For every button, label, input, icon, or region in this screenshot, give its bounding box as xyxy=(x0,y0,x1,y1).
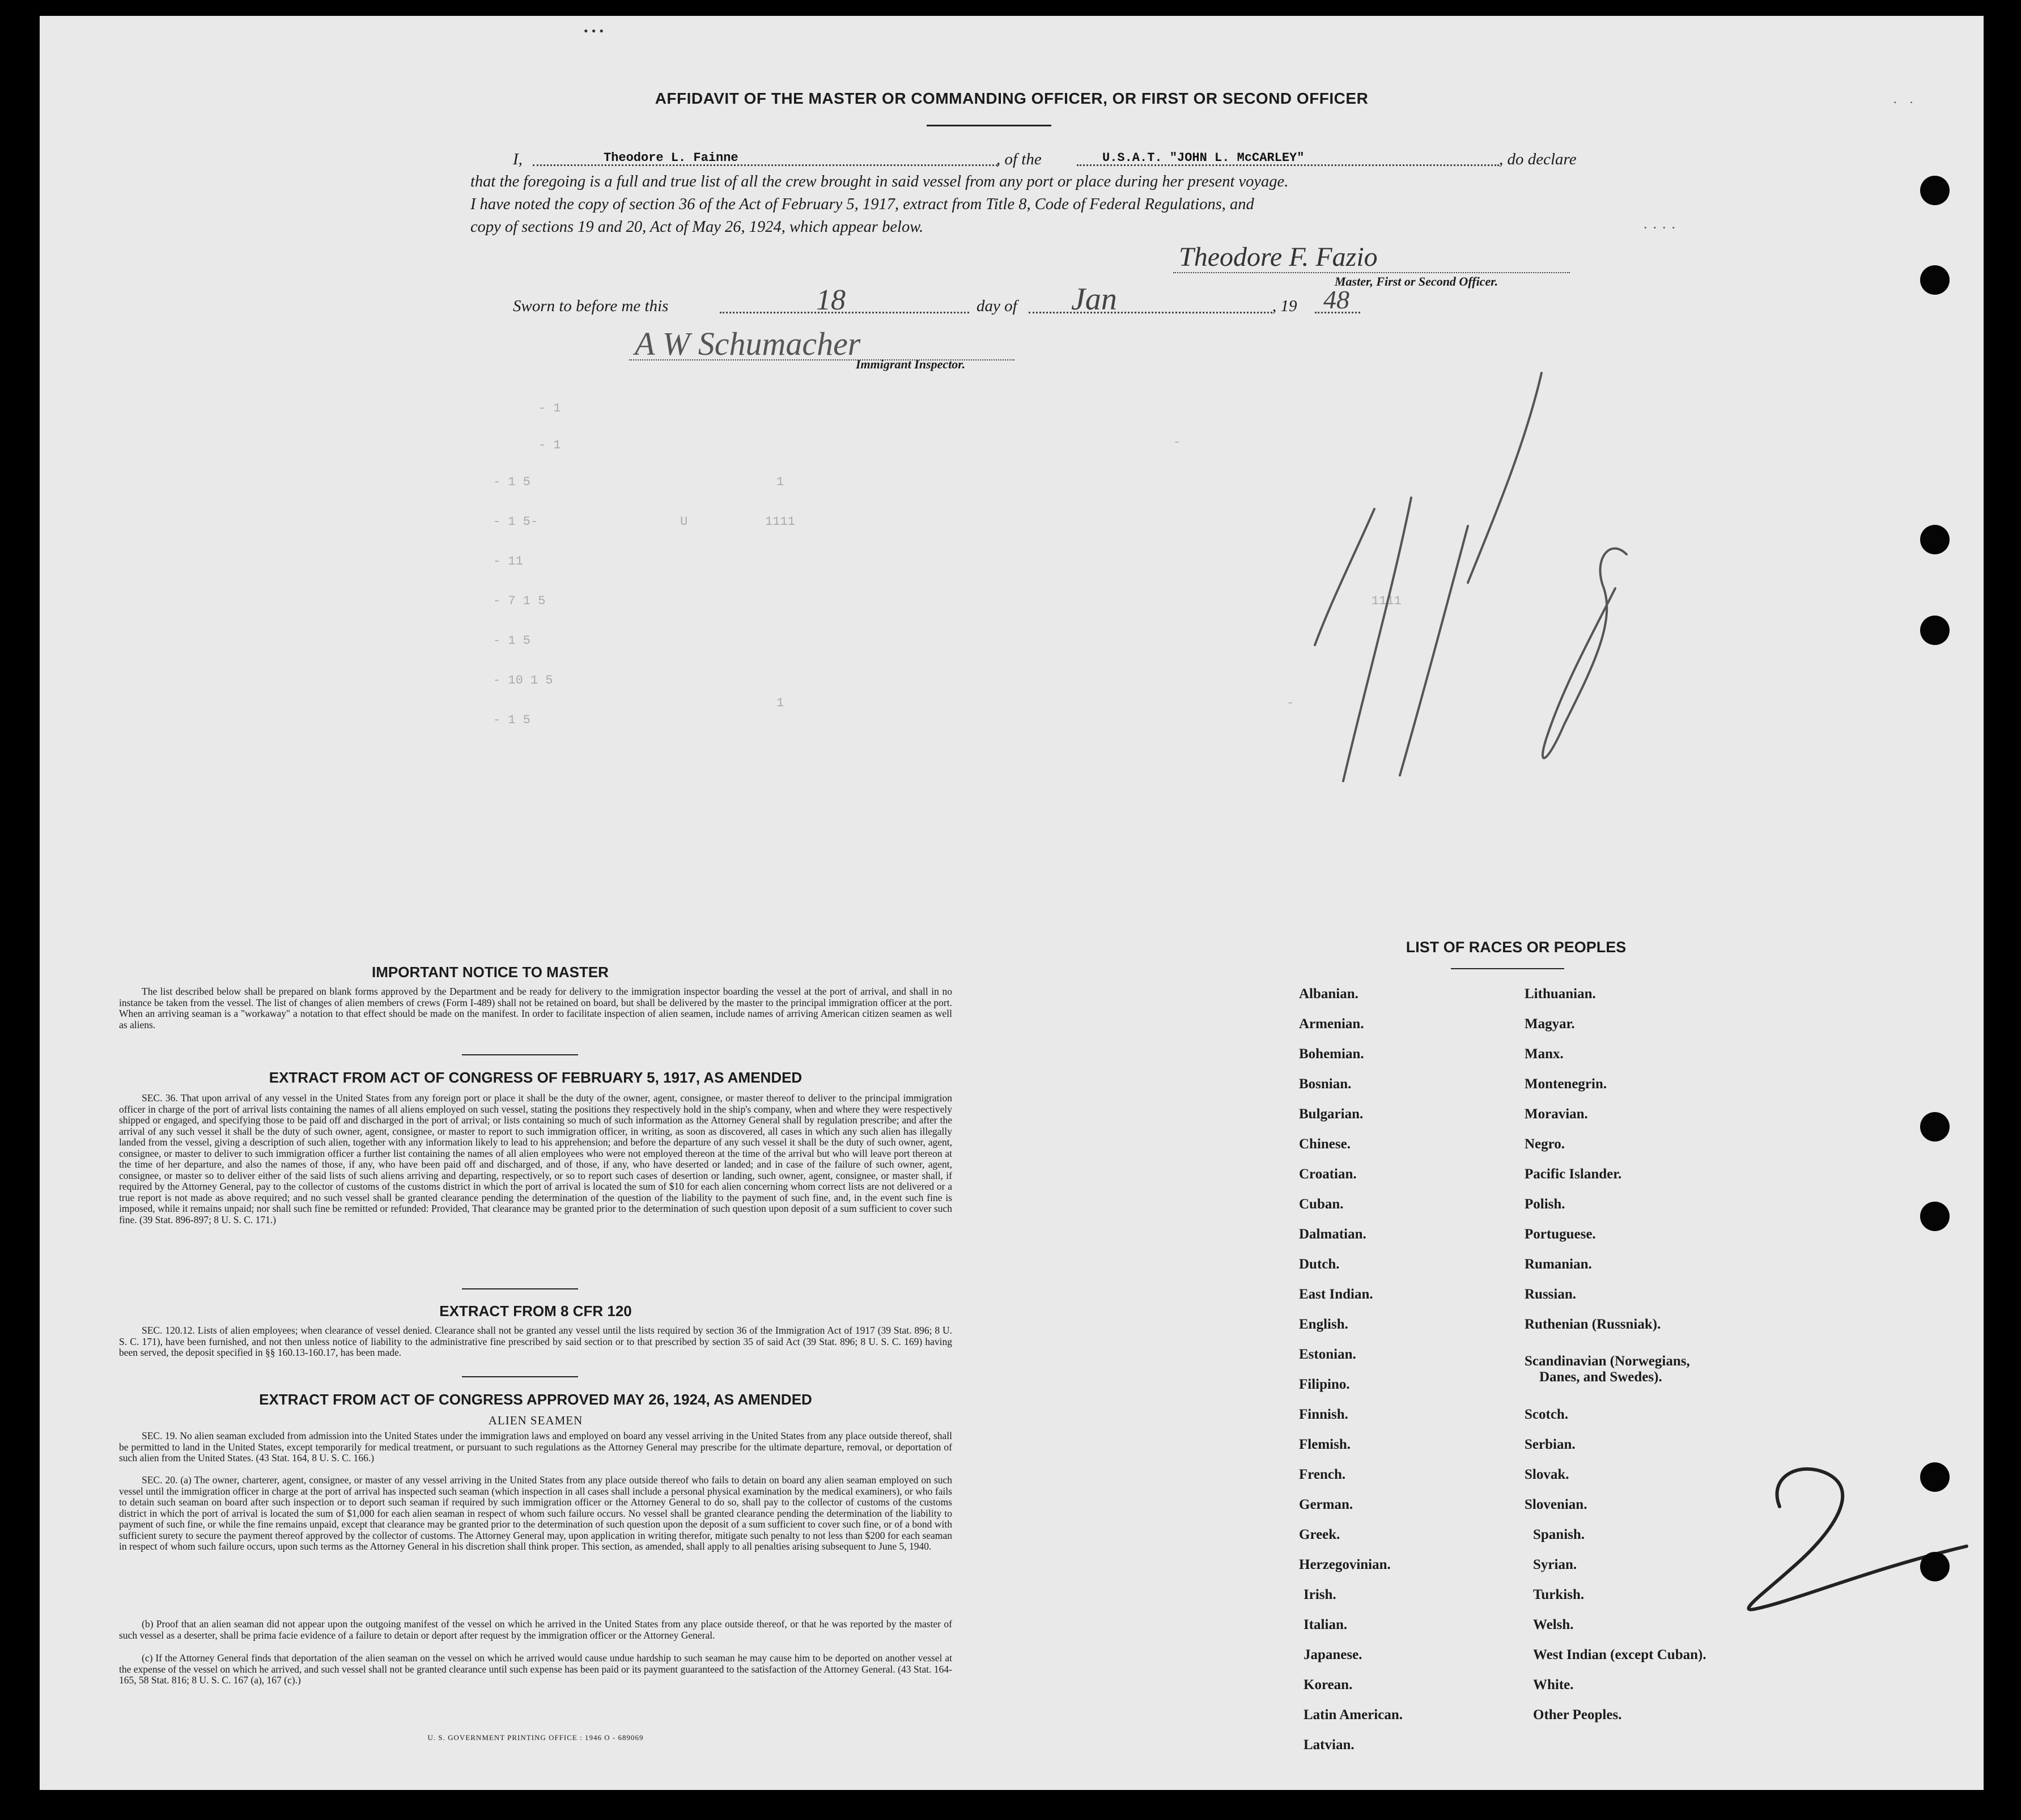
punch-hole xyxy=(1920,616,1950,645)
race-item: Serbian. xyxy=(1525,1437,1576,1452)
race-item: French. xyxy=(1299,1467,1346,1482)
race-item: Chinese. xyxy=(1299,1136,1351,1152)
race-item: Italian. xyxy=(1304,1617,1348,1632)
race-item: German. xyxy=(1299,1497,1353,1512)
race-item: Dutch. xyxy=(1299,1257,1340,1272)
race-item: Portuguese. xyxy=(1525,1227,1596,1242)
race-item: Latin American. xyxy=(1304,1707,1403,1723)
race-item: Other Peoples. xyxy=(1533,1707,1622,1723)
race-item: Japanese. xyxy=(1304,1647,1362,1662)
dotted-leader: .... xyxy=(1644,215,1681,232)
race-item: Scotch. xyxy=(1525,1407,1569,1422)
race-item: Herzegovinian. xyxy=(1299,1557,1391,1572)
race-item: Negro. xyxy=(1525,1136,1565,1152)
race-item: Flemish. xyxy=(1299,1437,1351,1452)
divider xyxy=(462,1376,578,1377)
race-item: Ruthenian (Russniak). xyxy=(1525,1317,1661,1332)
race-item: Finnish. xyxy=(1299,1407,1348,1422)
race-item: Filipino. xyxy=(1299,1377,1350,1392)
affidavit-title: AFFIDAVIT OF THE MASTER OR COMMANDING OFFICER, OR FIRST OR SECOND OFFICER xyxy=(655,90,1369,107)
punch-hole xyxy=(1920,265,1950,295)
punch-hole xyxy=(1920,1112,1950,1142)
scan-speck: ••• xyxy=(584,24,608,38)
sworn-year-prefix: , 19 xyxy=(1272,297,1297,315)
sworn-month: Jan xyxy=(1071,282,1117,317)
inspector-signature: A W Schumacher xyxy=(635,325,861,362)
race-item: Korean. xyxy=(1304,1677,1353,1692)
sworn-prefix: Sworn to before me this xyxy=(513,297,669,315)
race-item: Russian. xyxy=(1525,1287,1577,1302)
affidavit-declare: , do declare xyxy=(1499,150,1577,168)
race-item: Bosnian. xyxy=(1299,1076,1352,1092)
divider xyxy=(462,1054,578,1055)
punch-hole xyxy=(1920,1552,1950,1581)
divider xyxy=(462,1288,578,1289)
race-item: Bulgarian. xyxy=(1299,1106,1364,1122)
race-item: Polish. xyxy=(1525,1197,1565,1212)
affidavit-line-3: I have noted the copy of section 36 of the Act of February 5, 1917, extract from Title 8, Code of Federal Regulations, and xyxy=(470,196,1254,213)
race-item: Bohemian. xyxy=(1299,1046,1364,1062)
race-item: Manx. xyxy=(1525,1046,1564,1062)
race-item: Moravian. xyxy=(1525,1106,1588,1122)
race-item: Pacific Islander. xyxy=(1525,1166,1622,1182)
race-item: English. xyxy=(1299,1317,1348,1332)
punch-hole xyxy=(1920,176,1950,205)
race-item: Rumanian. xyxy=(1525,1257,1592,1272)
extract-1917-body: SEC. 36. That upon arrival of any vessel in the United States from any foreign port or place it shall be the duty of the owner, agent, consignee, or master thereof to deliver to the principal immigration officer in charge of the port of arrival lists containing the names of all aliens employed on such vessel, stating the positions they respectively hold in the ship's company, when and where they were respectively shipped or engaged, and specifying those to be paid off and discharged in the port of arrival; or lists containing so much of such information as the Attorney General shall by regulation prescribe; and after the arrival of any such vessel it shall be the duty of such owner, agent, consignee, or master to report to such immigration officer, in writing, as soon as discovered, all cases in which any such alien has illegally landed from the vessel, giving a description of such alien, together with any information likely to lead to his apprehension; and before the departure of any such vessel it shall be the duty of such owner, agent, consignee, or master to deliver to such immigration officer a further list containing the names of all alien employees who were not employed thereon at the time of the arrival but who will leave port thereon at the time of her departure, and also the names of those, if any, who have been paid off and discharged, and of those, if any, who have deserted or landed; and in case of the failure of such owner, agent, consignee, or master so to deliver either of the said lists of such aliens arriving and departing, respectively, or so to report such cases of desertion or landing, such owner, agent, consignee, or master shall, if required by the Attorney General, pay to the collector of customs of the customs district in which the port of arrival is located the sum of $10 for each alien concerning whom correct lists are not delivered or a true report is not made as above required; and no such vessel shall be granted clearance pending the determination of the question of the liability to the payment of such fine, and, in the event such fine is imposed, while it remains unpaid; nor shall such fine be remitted or refunded: Provided, That clearance may be granted prior to the determination of such question upon deposit of a sum sufficient to cover such fine. (39 Stat. 896-897; 8 U. S. C. 171.) xyxy=(119,1092,952,1225)
affidavit-line-4: copy of sections 19 and 20, Act of May 26, 1924, which appear below. xyxy=(470,218,924,236)
extract-cfr-body: SEC. 120.12. Lists of alien employees; when clearance of vessel denied. Clearance shall not be granted any vessel until the lists required by section 36 of the Immigration Act of 1917 (39 Stat. 896; 8 U. S. C. 171), have been furnished, and not then unless notice of liability to the administrative fine prescribed by said section or to that prescribed by section 35 of said Act (39 Stat. 896; 8 U. S. C. 169) having been served, the deposit specified in §§ 160.13-160.17, has been made. xyxy=(119,1325,952,1358)
extract-1917-title: EXTRACT FROM ACT OF CONGRESS OF FEBRUARY 5, 1917, AS AMENDED xyxy=(269,1069,803,1086)
affidavit-line-2: that the foregoing is a full and true list of all the crew brought in said vessel from any port or place during her present voyage. xyxy=(470,173,1289,190)
race-item: Croatian. xyxy=(1299,1166,1357,1182)
race-item: Magyar. xyxy=(1525,1016,1575,1032)
race-item: Lithuanian. xyxy=(1525,986,1596,1002)
master-signature: Theodore F. Fazio xyxy=(1179,242,1378,272)
race-item: Welsh. xyxy=(1533,1617,1574,1632)
document-page: - 1 - 1 - 1 5 - 1 5- - 11 - 7 1 5 - 1 5 - 10 1 5 - 1 5 1 U 1111 1 - 1111 - AFFIDAVIT OF THE MASTER OR COMMANDING OFFICER, OR FIRST OR SECOND OFFICER I, Theodore L. Fainne , of the U.S.A.T. "JOHN L. McCARLEY" , do declare that the foregoing is a full and true list of all the crew brought in said vessel from any port or place during her present voyage. I have noted the copy of section 36 of the Act of February 5, 1917, extract from Title 8, Code of Federal Regulations, and copy of sections 19 and 20, Act of May 26, 1924, which appear below. .... Theodore F. Fazio Master, First or Second Officer. Sworn to before me this 18 day of Jan , 19 48 A W Schumacher Immigrant Inspector. IMPORTANT NOTICE TO MASTER The list described below shall be prepared on blank forms approved by the Department and be ready for delivery to the immigration inspector boarding the vessel at the port of arrival, and shall in no instance be taken from the vessel. The list of changes of alien members of crews (Form I-489) shall not be retained on board, but shall be delivered by the master to the principal immigration officer at the port. When an arriving seaman is a "workaway" a notation to that effect should be made on the manifest. In order to facilitate inspection of alien seamen, include names of arriving American citizen seamen as well as aliens. EXTRACT FROM ACT OF CONGRESS OF FEBRUARY 5, 1917, AS AMENDED SEC. 36. That upon arrival of any vessel in the United States from any foreign port or place it shall be the duty of the owner, agent, consignee, or master thereof to deliver to the principal immigration officer in charge of the port of arrival lists containing the names of all aliens employed on such vessel, stating the positions they respectively hold in the ship's company, when and where they were respectively shipped or engaged, and specifying those to be paid off and discharged in the port of arrival; or lists containing so much of such information as the Attorney General shall by regulation prescribe; and after the arrival of any such vessel it shall be the duty of such owner, agent, consignee, or master to report to such immigration officer, in writing, as soon as discovered, all cases in which any such alien has illegally landed from the vessel, giving a description of such alien, together with any information likely to lead to his apprehension; and before the departure of any such vessel it shall be the duty of such owner, agent, consignee, or master to deliver to such immigration officer a further list containing the names of all alien employees who were not employed thereon at the time of the arrival but who will leave port thereon at the time of her departure, and also the names of those, if any, who have been paid off and discharged, and of those, if any, who have deserted or landed; and in case of the failure of such owner, agent, consignee, or master so to deliver either of the said lists of such aliens arriving and departing, respectively, or so to report such cases of desertion or landing, such owner, agent, consignee, or master shall, if required by the Attorney General, pay to the collector of customs of the customs district in which the port of arrival is located the sum of $10 for each alien concerning whom correct lists are not delivered or a true report is not made as above required; and no such vessel shall be granted clearance pending the determination of the question of the liability to the payment of such fine, and, in the event such fine is imposed, while it remains unpaid; nor shall such fine be remitted or refunded: Provided, That clearance may be granted prior to the determination of such question upon deposit of a sum sufficient to cover such fine. (39 Stat. 896-897; 8 U. S. C. 171.) EXTRACT FROM 8 CFR 120 SEC. 120.12. Lists of alien employees; when clearance of vessel denied. Clearance shall not be granted any vessel until the lists required by section 36 of the Immigration Act of 1917 (39 Stat. 896; 8 U. S. C. 171), have been furnished, and not then unless notice of liability to the administrative fine prescribed by said section or to that prescribed by section 35 of said Act (39 Stat. 896; 8 U. S. C. 169) having been served, the deposit specified in §§ 160.13-160.17, has been made. EXTRACT FROM ACT OF CONGRESS APPROVED MAY 26, 1924, AS AMENDED ALIEN SEAMEN SEC. 19. No alien seaman excluded from admission into the United States under the immigration laws and employed on board any vessel arriving in the United States from any place outside thereof, shall be permitted to land in the United States, except temporarily for medical treatment, or pursuant to such regulations as the Attorney General may prescribe for the ultimate departure, removal, or deportation of such alien from the United States. (43 Stat. 164, 8 U. S. C. 166.) SEC. 20. (a) The owner, charterer, agent, consignee, or master of any vessel arriving in the United States from any place outside thereof who fails to detain on board any alien seaman employed on such vessel until the immigration officer in charge at the port of arrival has inspected such seaman (which inspection in all cases shall include a personal physical examination by the medical examiners), or who fails to detain such seaman on board after such inspection or to deport such seaman if required by such immigration officer or the Attorney General to do so, shall pay to the collector of customs of the customs district in which the port of arrival is located the sum of $1,000 for each alien seaman in respect of whom such failure occurs. No vessel shall be granted clearance pending the determination of the liability to payment of such fine, or while the fine remains unpaid, except that clearance may be granted prior to the determination of such question upon the deposit of a sum sufficient to cover such fine, or of a bond with sufficient surety to secure the payment thereof approved by the collector of customs. The Attorney General may, upon application in writing therefor, mitigate such penalty to not less than $200 for each seaman in respect of whom such failure occurs, upon such terms as the Attorney General in his discretion shall think proper. This section, as amended, shall apply to all penalties arising subsequent to June 5, 1940. (b) Proof that an alien seaman did not appear upon the outgoing manifest of the vessel on which he arrived in the United States from any place outside thereof, or that he was reported by the master of such vessel as a deserter, shall be prima facie evidence of a failure to detain or deport after request by the immigration officer or the Attorney General. (c) If the Attorney General finds that deportation of the alien seaman on the vessel on which he arrived would cause undue hardship to such seaman he may cause him to be deported on another vessel at the expense of the vessel on which he arrived, and such vessel shall not be granted clearance until such expense has been paid or its payment guaranteed to the satisfaction of the Attorney General. (43 Stat. 164-165, 58 Stat. 816; 8 U. S. C. 167 (a), 167 (c).) U. S. GOVERNMENT PRINTING OFFICE : 1946 O - 689069 LIST OF RACES OR PEOPLES Albanian. Armenian. Bohemian. Bosnian. Bulgarian. Chinese. Croatian. Cuban. Dalmatian. Dutch. East Indian. English. Estonian. Filipino. Finnish. Flemish. French. German. Greek. Herzegovinian. Irish. Italian. Japanese. Korean. Latin American. Latvian. Lithuanian. Magyar. Manx. Montenegrin. Moravian. Negro. Pacific Islander. Polish. Portuguese. Rumanian. Russian. Ruthenian (Russniak). Scandinavian (Norwegians, Danes, and Swedes). Scotch. Serbian. Slovak. Slovenian. Spanish. Syrian. Turkish. Welsh. West Indian (except Cuban). White. Other Peoples. ••• · · xyxy=(40,16,1984,1790)
race-item: Syrian. xyxy=(1533,1557,1577,1572)
printer-imprint: U. S. GOVERNMENT PRINTING OFFICE : 1946 O - 689069 xyxy=(427,1733,644,1742)
race-item: Estonian. xyxy=(1299,1347,1356,1362)
sworn-day: 18 xyxy=(816,284,846,316)
race-item: East Indian. xyxy=(1299,1287,1373,1302)
officer-name: Theodore L. Fainne xyxy=(604,151,738,165)
inspector-caption: Immigrant Inspector. xyxy=(856,357,966,371)
affidavit-i: I, xyxy=(513,150,523,168)
notice-title: IMPORTANT NOTICE TO MASTER xyxy=(372,964,609,981)
affidavit-of-the: , of the xyxy=(996,150,1042,168)
race-item: Latvian. xyxy=(1304,1737,1355,1753)
race-item: Montenegrin. xyxy=(1525,1076,1607,1092)
punch-hole xyxy=(1920,1202,1950,1231)
extract-1924-sec20c: (c) If the Attorney General finds that deportation of the alien seaman on the vessel on which he arrived would cause undue hardship to such seaman he may cause him to be deported on another vessel at the expense of the vessel on which he arrived, and such vessel shall not be granted clearance until such expense has been paid or its payment guaranteed to the satisfaction of the Attorney General. (43 Stat. 164-165, 58 Stat. 816; 8 U. S. C. 167 (a), 167 (c).) xyxy=(119,1652,952,1686)
race-item: Irish. xyxy=(1304,1587,1336,1602)
race-item: Albanian. xyxy=(1299,986,1358,1002)
extract-1924-sec20b: (b) Proof that an alien seaman did not appear upon the outgoing manifest of the vessel on which he arrived in the United States from any place outside thereof, or that he was reported by the master of such vessel as a deserter, shall be prima facie evidence of a failure to detain or deport after request by the immigration officer or the Attorney General. xyxy=(119,1618,952,1641)
race-item: Spanish. xyxy=(1533,1527,1585,1542)
race-item: White. xyxy=(1533,1677,1574,1692)
extract-1924-title: EXTRACT FROM ACT OF CONGRESS APPROVED MAY 26, 1924, AS AMENDED xyxy=(259,1391,812,1408)
extract-1924-sec19: SEC. 19. No alien seaman excluded from admission into the United States under the immigration laws and employed on board any vessel arriving in the United States from any place outside thereof, shall be permitted to land in the United States, except temporarily for medical treatment, or pursuant to such regulations as the Attorney General may prescribe for the ultimate departure, removal, or deportation of such alien from the United States. (43 Stat. 164, 8 U. S. C. 166.) xyxy=(119,1430,952,1463)
race-item: Cuban. xyxy=(1299,1197,1344,1212)
race-item: West Indian (except Cuban). xyxy=(1533,1647,1706,1662)
race-item: Dalmatian. xyxy=(1299,1227,1366,1242)
vessel-name: U.S.A.T. "JOHN L. McCARLEY" xyxy=(1102,151,1305,165)
punch-hole xyxy=(1920,1462,1950,1492)
sworn-day-of: day of xyxy=(976,297,1017,315)
race-item: Armenian. xyxy=(1299,1016,1364,1032)
race-item: Slovenian. xyxy=(1525,1497,1587,1512)
punch-hole xyxy=(1920,525,1950,554)
master-caption: Master, First or Second Officer. xyxy=(1335,274,1498,289)
race-item: Greek. xyxy=(1299,1527,1340,1542)
races-title: LIST OF RACES OR PEOPLES xyxy=(1406,939,1627,956)
race-item: Slovak. xyxy=(1525,1467,1569,1482)
race-item: Turkish. xyxy=(1533,1587,1585,1602)
race-item: Danes, and Swedes). xyxy=(1539,1369,1662,1385)
divider xyxy=(1451,968,1564,969)
race-item: Scandinavian (Norwegians, xyxy=(1525,1354,1690,1369)
extract-1924-sec20a: SEC. 20. (a) The owner, charterer, agent, consignee, or master of any vessel arriving in the United States from any place outside thereof who fails to detain on board any alien seaman employed on such vessel until the immigration officer in charge at the port of arrival has inspected such seaman (which inspection in all cases shall include a personal physical examination by the medical examiners), or who fails to detain such seaman on board after such inspection or to deport such seaman if required by such immigration officer or the Attorney General to do so, shall pay to the collector of customs of the customs district in which the port of arrival is located the sum of $1,000 for each alien seaman in respect of whom such failure occurs. No vessel shall be granted clearance pending the determination of the liability to payment of such fine, or while the fine remains unpaid, except that clearance may be granted prior to the determination of such question upon the deposit of a sum sufficient to cover such fine, or of a bond with sufficient surety to secure the payment thereof approved by the collector of customs. The Attorney General may, upon application in writing therefor, mitigate such penalty to not less than $200 for each seaman in respect of whom such failure occurs, upon such terms as the Attorney General in his discretion shall think proper. This section, as amended, shall apply to all penalties arising subsequent to June 5, 1940. xyxy=(119,1474,952,1552)
sworn-year: 48 xyxy=(1323,285,1349,314)
scan-speck: · · xyxy=(1893,95,1918,109)
extract-1924-subtitle: ALIEN SEAMEN xyxy=(488,1414,583,1427)
notice-body: The list described below shall be prepared on blank forms approved by the Department and be ready for delivery to the immigration inspector boarding the vessel at the port of arrival, and shall in no instance be taken from the vessel. The list of changes of alien members of crews (Form I-489) shall not be retained on board, but shall be delivered by the master to the principal immigration officer at the port. When an arriving seaman is a "workaway" a notation to that effect should be made on the manifest. In order to facilitate inspection of alien seamen, include names of arriving American citizen seamen as well as aliens. xyxy=(119,986,952,1030)
extract-cfr-title: EXTRACT FROM 8 CFR 120 xyxy=(439,1303,632,1320)
